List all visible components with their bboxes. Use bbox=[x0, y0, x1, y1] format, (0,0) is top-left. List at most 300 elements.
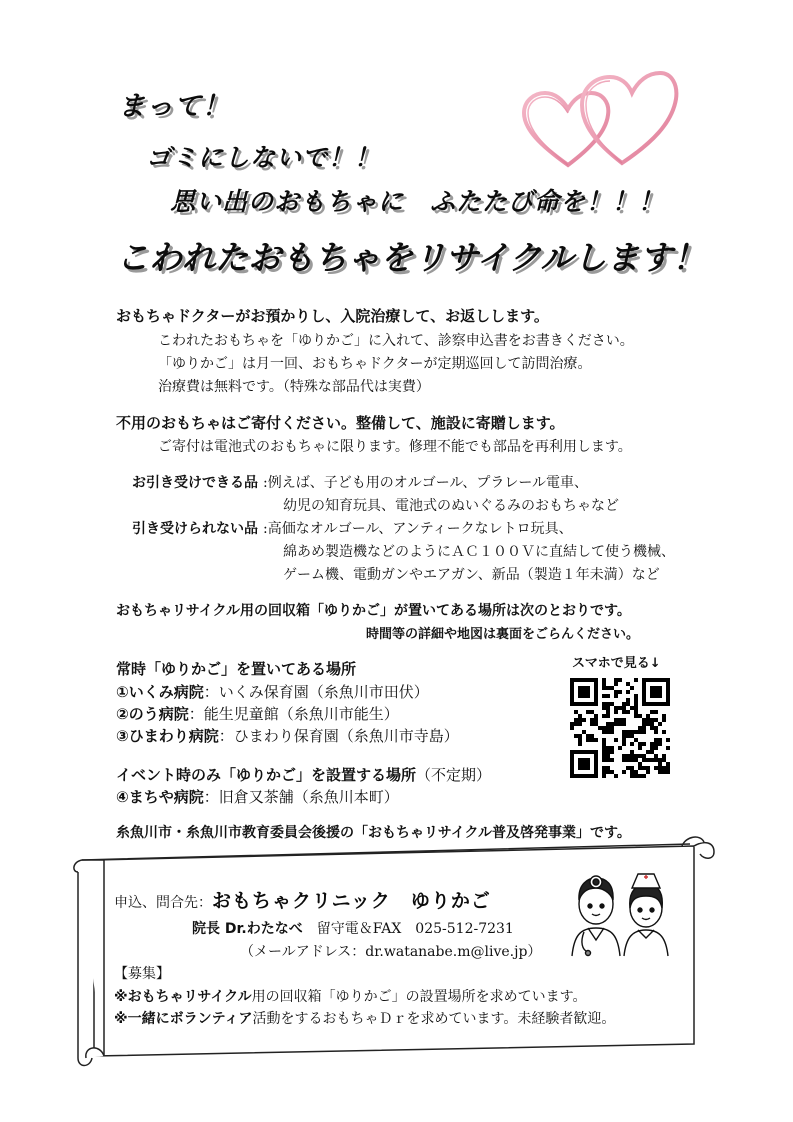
qr-module bbox=[650, 690, 654, 694]
reject-label: 引き受けられない品 bbox=[132, 521, 258, 537]
qr-module bbox=[634, 730, 638, 734]
contact-label: 申込、問合先： bbox=[114, 895, 212, 911]
qr-module bbox=[658, 722, 662, 726]
qr-module bbox=[582, 766, 586, 770]
reject-line: :高価なオルゴール、アンティークなレトロ玩具、 bbox=[263, 521, 573, 537]
qr-module bbox=[594, 770, 598, 774]
qr-module bbox=[630, 754, 634, 758]
org-name: おもちゃクリニック ゆりかご bbox=[212, 890, 491, 912]
qr-module bbox=[570, 758, 574, 762]
qr-module bbox=[614, 774, 618, 778]
qr-module bbox=[602, 750, 606, 754]
qr-module bbox=[578, 742, 582, 746]
doctor-line: 「ゆりかご」は月一回、おもちゃドクターが定期巡回して訪問治療。 bbox=[158, 356, 592, 372]
qr-module bbox=[610, 726, 614, 730]
qr-module bbox=[602, 758, 606, 762]
qr-module bbox=[650, 722, 654, 726]
qr-module bbox=[658, 702, 662, 706]
qr-module bbox=[658, 686, 662, 690]
doctor-line: 治療費は無料です。（特殊な部品代は実費） bbox=[158, 379, 430, 395]
qr-module bbox=[606, 706, 610, 710]
qr-module bbox=[642, 698, 646, 702]
qr-module bbox=[646, 702, 650, 706]
qr-module bbox=[642, 722, 646, 726]
places-title: おもちゃリサイクル用の回収箱「ゆりかご」が置いてある場所は次のとおりです。 bbox=[116, 603, 631, 619]
heart-icon bbox=[524, 93, 608, 165]
qr-module bbox=[618, 706, 622, 710]
qr-module bbox=[634, 754, 638, 758]
qr-module bbox=[582, 762, 586, 766]
qr-module bbox=[594, 762, 598, 766]
qr-module bbox=[650, 742, 654, 746]
doctor-line: こわれたおもちゃを「ゆりかご」に入れて、診察申込書をお書きください。 bbox=[158, 333, 634, 349]
qr-module bbox=[578, 714, 582, 718]
qr-module bbox=[606, 750, 610, 754]
qr-module bbox=[586, 690, 590, 694]
qr-module bbox=[570, 726, 574, 730]
qr-module bbox=[626, 758, 630, 762]
qr-module bbox=[594, 754, 598, 758]
qr-module bbox=[662, 758, 666, 762]
reject-line: ゲーム機、電動ガンやエアガン、新品（製造１年未満）など bbox=[283, 567, 660, 583]
qr-module bbox=[626, 734, 630, 738]
qr-module bbox=[622, 734, 626, 738]
qr-module bbox=[654, 738, 658, 742]
qr-module bbox=[662, 754, 666, 758]
qr-module bbox=[590, 702, 594, 706]
qr-module bbox=[586, 766, 590, 770]
qr-module bbox=[610, 702, 614, 706]
qr-module bbox=[606, 730, 610, 734]
place-item: ③ひまわり病院：ひまわり保育園（糸魚川市寺島） bbox=[116, 727, 459, 745]
qr-module bbox=[658, 738, 662, 742]
qr-module bbox=[650, 678, 654, 682]
donate-line: ご寄付は電池式のおもちゃに限ります。修理不能でも部品を再利用します。 bbox=[158, 439, 632, 455]
qr-module bbox=[586, 774, 590, 778]
qr-module bbox=[642, 718, 646, 722]
qr-module bbox=[642, 754, 646, 758]
qr-module bbox=[634, 770, 638, 774]
qr-module bbox=[618, 678, 622, 682]
qr-module bbox=[638, 754, 642, 758]
qr-module bbox=[594, 774, 598, 778]
qr-module bbox=[634, 706, 638, 710]
qr-module bbox=[602, 746, 606, 750]
qr-module bbox=[610, 750, 614, 754]
qr-module bbox=[630, 706, 634, 710]
donate-title: 不用のおもちゃはご寄付ください。整備して、施設に寄贈します。 bbox=[116, 414, 565, 432]
qr-module bbox=[570, 754, 574, 758]
qr-module bbox=[606, 710, 610, 714]
qr-module bbox=[606, 722, 610, 726]
qr-module bbox=[606, 766, 610, 770]
qr-module bbox=[582, 730, 586, 734]
qr-module bbox=[666, 746, 670, 750]
recruit-title: 【募集】 bbox=[114, 966, 170, 982]
qr-module bbox=[638, 762, 642, 766]
doctor-title: おもちゃドクターがお預かりし、入院治療して、お返しします。 bbox=[116, 307, 549, 325]
qr-module bbox=[650, 710, 654, 714]
qr-module bbox=[630, 734, 634, 738]
qr-module bbox=[646, 678, 650, 682]
qr-module bbox=[570, 694, 574, 698]
qr-module bbox=[590, 738, 594, 742]
qr-module bbox=[622, 710, 626, 714]
qr-module bbox=[570, 702, 574, 706]
qr-module bbox=[582, 690, 586, 694]
qr-module bbox=[614, 682, 618, 686]
qr-module bbox=[646, 714, 650, 718]
qr-module bbox=[594, 682, 598, 686]
qr-module bbox=[594, 698, 598, 702]
qr-module bbox=[642, 758, 646, 762]
qr-module bbox=[622, 770, 626, 774]
permanent-title: 常時「ゆりかご」を置いてある場所 bbox=[116, 660, 357, 678]
qr-module bbox=[622, 706, 626, 710]
sponsor-note: 糸魚川市・糸魚川市教育委員会後援の「おもちゃリサイクル普及啓発事業」です。 bbox=[116, 825, 631, 841]
qr-module bbox=[658, 694, 662, 698]
qr-module bbox=[638, 714, 642, 718]
qr-module bbox=[630, 770, 634, 774]
qr-module bbox=[578, 718, 582, 722]
qr-module bbox=[570, 682, 574, 686]
qr-module bbox=[602, 714, 606, 718]
qr-module bbox=[602, 702, 606, 706]
qr-module bbox=[662, 766, 666, 770]
headline-line1: まって！ bbox=[118, 91, 230, 122]
qr-module bbox=[642, 694, 646, 698]
qr-module bbox=[642, 686, 646, 690]
place-item: ②のう病院：能生児童館（糸魚川市能生） bbox=[116, 705, 399, 723]
qr-module bbox=[598, 726, 602, 730]
qr-module bbox=[594, 678, 598, 682]
qr-module bbox=[666, 686, 670, 690]
qr-module bbox=[586, 694, 590, 698]
qr-module bbox=[586, 678, 590, 682]
qr-module bbox=[570, 686, 574, 690]
qr-module bbox=[646, 770, 650, 774]
qr-module bbox=[602, 686, 606, 690]
qr-module bbox=[602, 682, 606, 686]
reject-line: 綿あめ製造機などのようにＡＣ１００Ｖに直結して使う機械、 bbox=[283, 544, 675, 560]
headline-line3: 思い出のおもちゃに ふたたび命を！！！ bbox=[170, 187, 665, 216]
place-item: ①いくみ病院：いくみ保育園（糸魚川市田伏） bbox=[116, 683, 429, 701]
recruit-item: ※一緒にボランティア活動をするおもちゃＤｒを求めています。未経験者歓迎。 bbox=[114, 1011, 616, 1027]
qr-module bbox=[662, 714, 666, 718]
qr-module bbox=[622, 722, 626, 726]
qr-module bbox=[606, 754, 610, 758]
qr-module bbox=[630, 686, 634, 690]
qr-module bbox=[650, 702, 654, 706]
qr-module bbox=[662, 770, 666, 774]
qr-module bbox=[642, 678, 646, 682]
qr-module bbox=[594, 690, 598, 694]
phone: 留守電＆FAX 025-512-7231 bbox=[316, 921, 514, 937]
qr-module bbox=[570, 750, 574, 754]
qr-module bbox=[634, 702, 638, 706]
accept-line: 幼児の知育玩具、電池式のぬいぐるみのおもちゃなど bbox=[283, 498, 619, 514]
qr-module bbox=[570, 762, 574, 766]
qr-module bbox=[570, 722, 574, 726]
qr-module bbox=[654, 754, 658, 758]
qr-module bbox=[666, 762, 670, 766]
qr-module bbox=[586, 734, 590, 738]
qr-module bbox=[594, 702, 598, 706]
qr-module bbox=[618, 690, 622, 694]
qr-module bbox=[586, 738, 590, 742]
qr-module bbox=[626, 710, 630, 714]
qr-module bbox=[642, 766, 646, 770]
qr-module bbox=[654, 718, 658, 722]
qr-module bbox=[626, 690, 630, 694]
qr-module bbox=[666, 690, 670, 694]
qr-module bbox=[614, 722, 618, 726]
qr-module bbox=[654, 726, 658, 730]
qr-module bbox=[614, 710, 618, 714]
qr-module bbox=[614, 690, 618, 694]
event-title: イベント時のみ「ゆりかご」を設置する場所（不定期） bbox=[116, 766, 492, 784]
qr-module bbox=[646, 722, 650, 726]
qr-code[interactable] bbox=[570, 678, 670, 778]
qr-module bbox=[614, 706, 618, 710]
heart-icon bbox=[582, 73, 676, 163]
qr-module bbox=[650, 694, 654, 698]
qr-module bbox=[578, 750, 582, 754]
qr-module bbox=[602, 770, 606, 774]
qr-module bbox=[634, 678, 638, 682]
qr-module bbox=[602, 726, 606, 730]
qr-module bbox=[622, 730, 626, 734]
qr-module bbox=[642, 690, 646, 694]
qr-module bbox=[606, 726, 610, 730]
qr-module bbox=[650, 746, 654, 750]
qr-module bbox=[578, 734, 582, 738]
qr-module bbox=[654, 694, 658, 698]
qr-module bbox=[666, 770, 670, 774]
qr-module bbox=[610, 686, 614, 690]
qr-module bbox=[586, 702, 590, 706]
qr-module bbox=[666, 698, 670, 702]
qr-module bbox=[638, 766, 642, 770]
qr-module bbox=[578, 722, 582, 726]
qr-module bbox=[574, 678, 578, 682]
qr-module bbox=[590, 734, 594, 738]
qr-module bbox=[582, 686, 586, 690]
qr-module bbox=[590, 774, 594, 778]
qr-module bbox=[646, 766, 650, 770]
qr-module bbox=[610, 746, 614, 750]
qr-module bbox=[622, 758, 626, 762]
qr-module bbox=[574, 718, 578, 722]
qr-module bbox=[626, 766, 630, 770]
qr-module bbox=[582, 702, 586, 706]
qr-module bbox=[614, 678, 618, 682]
accept-line: :例えば、子ども用のオルゴール、プラレール電車、 bbox=[263, 475, 589, 491]
qr-module bbox=[626, 702, 630, 706]
qr-module bbox=[658, 742, 662, 746]
qr-module bbox=[654, 742, 658, 746]
qr-module bbox=[582, 750, 586, 754]
qr-module bbox=[594, 750, 598, 754]
qr-module bbox=[618, 718, 622, 722]
qr-module bbox=[590, 750, 594, 754]
qr-module bbox=[602, 774, 606, 778]
qr-module bbox=[662, 702, 666, 706]
qr-module bbox=[630, 774, 634, 778]
qr-module bbox=[630, 730, 634, 734]
qr-module bbox=[642, 742, 646, 746]
qr-module bbox=[622, 702, 626, 706]
qr-module bbox=[578, 762, 582, 766]
qr-module bbox=[586, 762, 590, 766]
qr-module bbox=[658, 762, 662, 766]
qr-module bbox=[578, 766, 582, 770]
qr-module bbox=[634, 714, 638, 718]
places-subtitle: 時間等の詳細や地図は裏面をごらんください。 bbox=[366, 627, 640, 642]
qr-module bbox=[590, 678, 594, 682]
qr-module bbox=[606, 758, 610, 762]
qr-module bbox=[626, 730, 630, 734]
qr-module bbox=[610, 758, 614, 762]
qr-module bbox=[662, 678, 666, 682]
qr-module bbox=[594, 722, 598, 726]
qr-module bbox=[666, 682, 670, 686]
qr-module bbox=[594, 738, 598, 742]
qr-module bbox=[594, 718, 598, 722]
qr-module bbox=[654, 730, 658, 734]
qr-module bbox=[626, 698, 630, 702]
qr-module bbox=[614, 738, 618, 742]
qr-module bbox=[594, 758, 598, 762]
headline-line2: ゴミにしないで！！ bbox=[146, 143, 381, 172]
qr-module bbox=[658, 678, 662, 682]
qr-module bbox=[650, 718, 654, 722]
recruit-item: ※おもちゃリサイクル用の回収箱「ゆりかご」の設置場所を求めています。 bbox=[114, 989, 587, 1005]
qr-module bbox=[654, 678, 658, 682]
qr-module bbox=[630, 750, 634, 754]
qr-module bbox=[642, 774, 646, 778]
qr-module bbox=[634, 738, 638, 742]
qr-module bbox=[570, 690, 574, 694]
qr-module bbox=[658, 766, 662, 770]
qr-module bbox=[586, 710, 590, 714]
qr-module bbox=[658, 690, 662, 694]
qr-module bbox=[650, 686, 654, 690]
qr-module bbox=[574, 710, 578, 714]
qr-module bbox=[570, 698, 574, 702]
qr-module bbox=[654, 686, 658, 690]
qr-module bbox=[650, 726, 654, 730]
qr-module bbox=[578, 694, 582, 698]
qr-module bbox=[586, 750, 590, 754]
qr-module bbox=[602, 754, 606, 758]
qr-module bbox=[638, 746, 642, 750]
qr-module bbox=[594, 694, 598, 698]
qr-module bbox=[582, 758, 586, 762]
qr-module bbox=[658, 770, 662, 774]
qr-module bbox=[606, 702, 610, 706]
qr-module bbox=[634, 774, 638, 778]
qr-module bbox=[650, 750, 654, 754]
qr-module bbox=[642, 730, 646, 734]
headline-main: こわれたおもちゃをリサイクルします！ bbox=[116, 238, 706, 277]
qr-module bbox=[602, 706, 606, 710]
qr-module bbox=[662, 730, 666, 734]
qr-module bbox=[666, 702, 670, 706]
qr-module bbox=[574, 702, 578, 706]
qr-module bbox=[622, 738, 626, 742]
qr-module bbox=[638, 774, 642, 778]
qr-module bbox=[578, 690, 582, 694]
qr-module bbox=[654, 702, 658, 706]
qr-module bbox=[654, 758, 658, 762]
qr-module bbox=[646, 718, 650, 722]
qr-module bbox=[662, 718, 666, 722]
qr-module bbox=[630, 758, 634, 762]
qr-module bbox=[666, 678, 670, 682]
qr-module bbox=[650, 758, 654, 762]
qr-module bbox=[654, 746, 658, 750]
qr-module bbox=[642, 702, 646, 706]
qr-module bbox=[630, 742, 634, 746]
qr-module bbox=[618, 722, 622, 726]
doctor-nurse-illustration bbox=[566, 866, 676, 958]
qr-module bbox=[626, 754, 630, 758]
qr-module bbox=[642, 682, 646, 686]
qr-module bbox=[574, 774, 578, 778]
qr-module bbox=[570, 770, 574, 774]
qr-module bbox=[626, 682, 630, 686]
contact-row bbox=[114, 886, 491, 913]
qr-module bbox=[602, 678, 606, 682]
qr-module bbox=[606, 770, 610, 774]
qr-module bbox=[590, 710, 594, 714]
qr-module bbox=[590, 722, 594, 726]
qr-module bbox=[654, 766, 658, 770]
qr-module bbox=[630, 766, 634, 770]
qr-module bbox=[634, 694, 638, 698]
director-row: 院長 Dr.わたなべ 留守電＆FAX 025-512-7231 bbox=[192, 921, 514, 937]
qr-module bbox=[578, 702, 582, 706]
qr-module bbox=[578, 774, 582, 778]
hearts-decoration bbox=[520, 65, 680, 175]
qr-module bbox=[622, 742, 626, 746]
qr-module bbox=[594, 766, 598, 770]
qr-module bbox=[638, 726, 642, 730]
qr-module bbox=[634, 698, 638, 702]
qr-module bbox=[642, 726, 646, 730]
place-item: ④まちや病院：旧倉又茶舗（糸魚川本町） bbox=[116, 788, 399, 806]
qr-module bbox=[574, 734, 578, 738]
qr-module bbox=[614, 718, 618, 722]
qr-module bbox=[638, 742, 642, 746]
qr-module bbox=[594, 714, 598, 718]
qr-module bbox=[606, 714, 610, 718]
qr-module bbox=[634, 710, 638, 714]
qr-module bbox=[666, 694, 670, 698]
qr-module bbox=[634, 758, 638, 762]
qr-module bbox=[606, 694, 610, 698]
qr-module bbox=[614, 694, 618, 698]
qr-module bbox=[582, 774, 586, 778]
qr-module bbox=[606, 746, 610, 750]
email[interactable]: （メールアドレス：dr.watanabe.m@live.jp） bbox=[240, 944, 542, 960]
qr-module bbox=[622, 754, 626, 758]
qr-module bbox=[622, 718, 626, 722]
qr-module bbox=[654, 690, 658, 694]
qr-module bbox=[610, 722, 614, 726]
qr-module bbox=[582, 718, 586, 722]
